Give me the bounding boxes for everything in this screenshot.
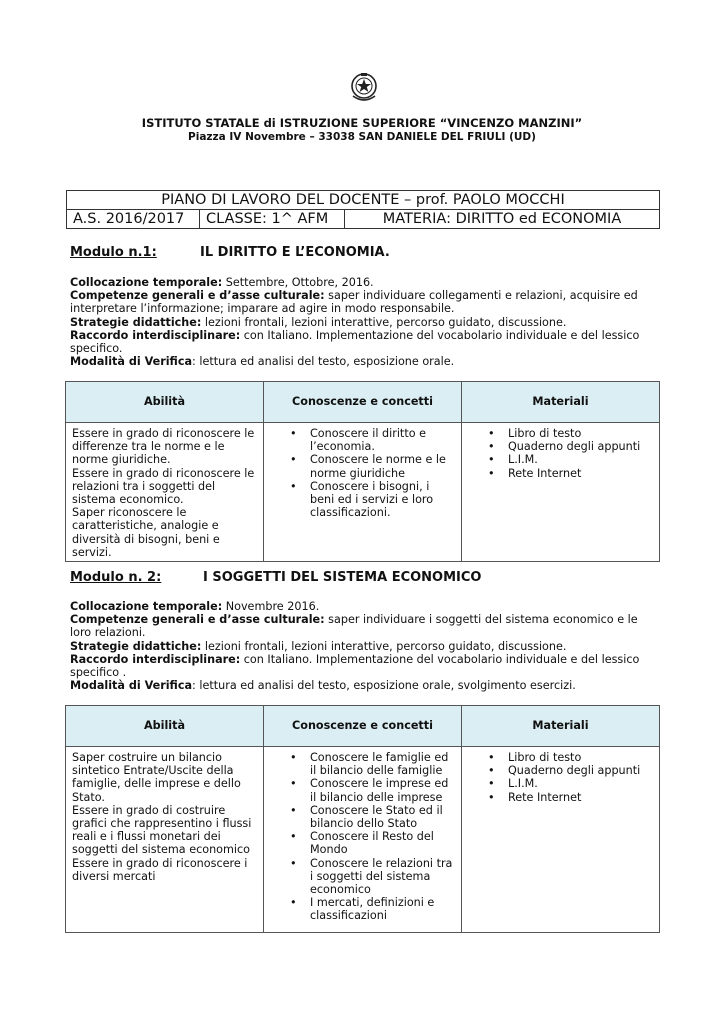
conoscenze-item: • Conoscere i bisogni, i beni ed i servizi e loro classificazioni. xyxy=(310,480,455,520)
subject: MATERIA: DIRITTO ed ECONOMIA xyxy=(345,210,660,229)
label-competenze: Competenze generali e d’asse culturale: xyxy=(70,613,325,627)
conoscenze-item: • Conoscere le relazioni tra i soggetti del sistema economico xyxy=(310,857,455,897)
label-competenze: Competenze generali e d’asse culturale: xyxy=(70,289,325,303)
conoscenze-item: • Conoscere le Stato ed il bilancio dello Stato xyxy=(310,804,455,830)
label-strategie: Strategie didattiche: xyxy=(70,639,202,653)
materiali-item: • Libro di testo xyxy=(508,751,653,764)
module-2-heading xyxy=(70,570,482,585)
collocazione-value: Settembre, Ottobre, 2016. xyxy=(222,276,374,289)
conoscenze-item: • Conoscere le imprese ed il bilancio delle imprese xyxy=(310,777,455,803)
module-title: I SOGGETTI DEL SISTEMA ECONOMICO xyxy=(203,570,482,585)
materiali-item: • Libro di testo xyxy=(508,427,653,440)
header-conoscenze: Conoscenze e concetti xyxy=(264,706,462,747)
materiali-item: • Quaderno degli appunti xyxy=(508,440,653,453)
plan-title: PIANO DI LAVORO DEL DOCENTE – prof. PAOLO MOCCHI xyxy=(67,191,660,210)
abilita-cell xyxy=(66,423,264,562)
school-year: A.S. 2016/2017 xyxy=(67,210,200,229)
abilita-cell xyxy=(66,747,264,933)
conoscenze-item: • I mercati, definizioni e classificazioni xyxy=(310,896,455,922)
competenze-value: saper individuare collegamenti e relazioni, acquisire ed interpretare l’informazione; imparare ad agire in modo responsabile. xyxy=(70,289,638,316)
header-materiali: Materiali xyxy=(462,382,660,423)
module-1-info xyxy=(70,276,650,368)
abilita-item: Essere in grado di costruire grafici che rappresentino i flussi reali e i flussi monetari dei soggetti del sistema economico xyxy=(72,803,252,857)
verifica-value: : lettura ed analisi del testo, esposizione orale, svolgimento esercizi. xyxy=(192,679,576,693)
materiali-item: • Rete Internet xyxy=(508,791,653,804)
conoscenze-item: • Conoscere il diritto e l’economia. xyxy=(310,427,455,453)
module-1-table xyxy=(65,381,660,562)
conoscenze-item: • Conoscere le norme e le norme giuridiche xyxy=(310,453,455,479)
class-name: CLASSE: 1^ AFM xyxy=(200,210,345,229)
module-2-table xyxy=(65,705,660,933)
label-verifica: Modalità di Verifica xyxy=(70,679,193,693)
module-2-info xyxy=(70,600,650,692)
module-number: Modulo n.1: xyxy=(70,245,157,260)
abilita-item: Essere in grado di riconoscere i diversi mercati xyxy=(72,856,248,883)
abilita-item: Saper riconoscere le caratteristiche, analogie e diversità di bisogni, beni e servizi. xyxy=(72,506,220,559)
school-name: ISTITUTO STATALE di ISTRUZIONE SUPERIORE “VINCENZO MANZINI” xyxy=(141,116,583,130)
strategie-value: lezioni frontali, lezioni interattive, percorso guidato, discussione. xyxy=(201,315,567,329)
label-raccordo: Raccordo interdisciplinare: xyxy=(70,652,241,666)
abilita-item: Essere in grado di riconoscere le differenze tra le norme e le norme giuridiche. xyxy=(72,427,255,467)
materiali-cell xyxy=(462,423,660,562)
header-abilita: Abilità xyxy=(66,382,264,423)
competenze-value: saper individuare i soggetti del sistema economico e le loro relazioni. xyxy=(70,613,638,640)
header-abilita: Abilità xyxy=(66,706,264,747)
school-address: Piazza IV Novembre – 33038 SAN DANIELE DEL FRIULI (UD) xyxy=(188,131,536,143)
abilita-item: Saper costruire un bilancio sintetico Entrate/Uscite della famiglie, delle imprese e dello Stato. xyxy=(72,751,241,804)
conoscenze-item: • Conoscere le famiglie ed il bilancio delle famiglie xyxy=(310,751,455,777)
verifica-value: : lettura ed analisi del testo, esposizione orale. xyxy=(192,355,455,369)
conoscenze-cell xyxy=(264,747,462,933)
materiali-cell xyxy=(462,747,660,933)
header-conoscenze: Conoscenze e concetti xyxy=(264,382,462,423)
collocazione-value: Novembre 2016. xyxy=(222,600,320,613)
label-raccordo: Raccordo interdisciplinare: xyxy=(70,328,241,342)
label-strategie: Strategie didattiche: xyxy=(70,315,202,329)
strategie-value: lezioni frontali, lezioni interattive, percorso guidato, discussione. xyxy=(201,639,567,653)
conoscenze-cell xyxy=(264,423,462,562)
label-collocazione: Collocazione temporale: xyxy=(70,276,223,289)
materiali-item: • L.I.M. xyxy=(508,453,653,466)
label-verifica: Modalità di Verifica xyxy=(70,355,193,369)
label-collocazione: Collocazione temporale: xyxy=(70,600,223,613)
materiali-item: • Quaderno degli appunti xyxy=(508,764,653,777)
module-number: Modulo n. 2: xyxy=(70,570,162,585)
abilita-item: Essere in grado di riconoscere le relazioni tra i soggetti del sistema economico. xyxy=(72,466,255,507)
module-title: IL DIRITTO E L’ECONOMIA. xyxy=(200,245,390,260)
materiali-item: • L.I.M. xyxy=(508,777,653,790)
raccordo-value: con Italiano. Implementazione del vocabolario individuale e del lessico specifico . xyxy=(70,652,640,680)
conoscenze-item: • Conoscere il Resto del Mondo xyxy=(310,830,455,856)
header-materiali: Materiali xyxy=(462,706,660,747)
module-1-heading xyxy=(70,245,390,260)
materiali-item: • Rete Internet xyxy=(508,467,653,480)
italian-republic-emblem-icon xyxy=(349,70,379,104)
raccordo-value: con Italiano. Implementazione del vocabolario individuale e del lessico specifico. xyxy=(70,328,640,356)
plan-header-table xyxy=(66,190,660,229)
